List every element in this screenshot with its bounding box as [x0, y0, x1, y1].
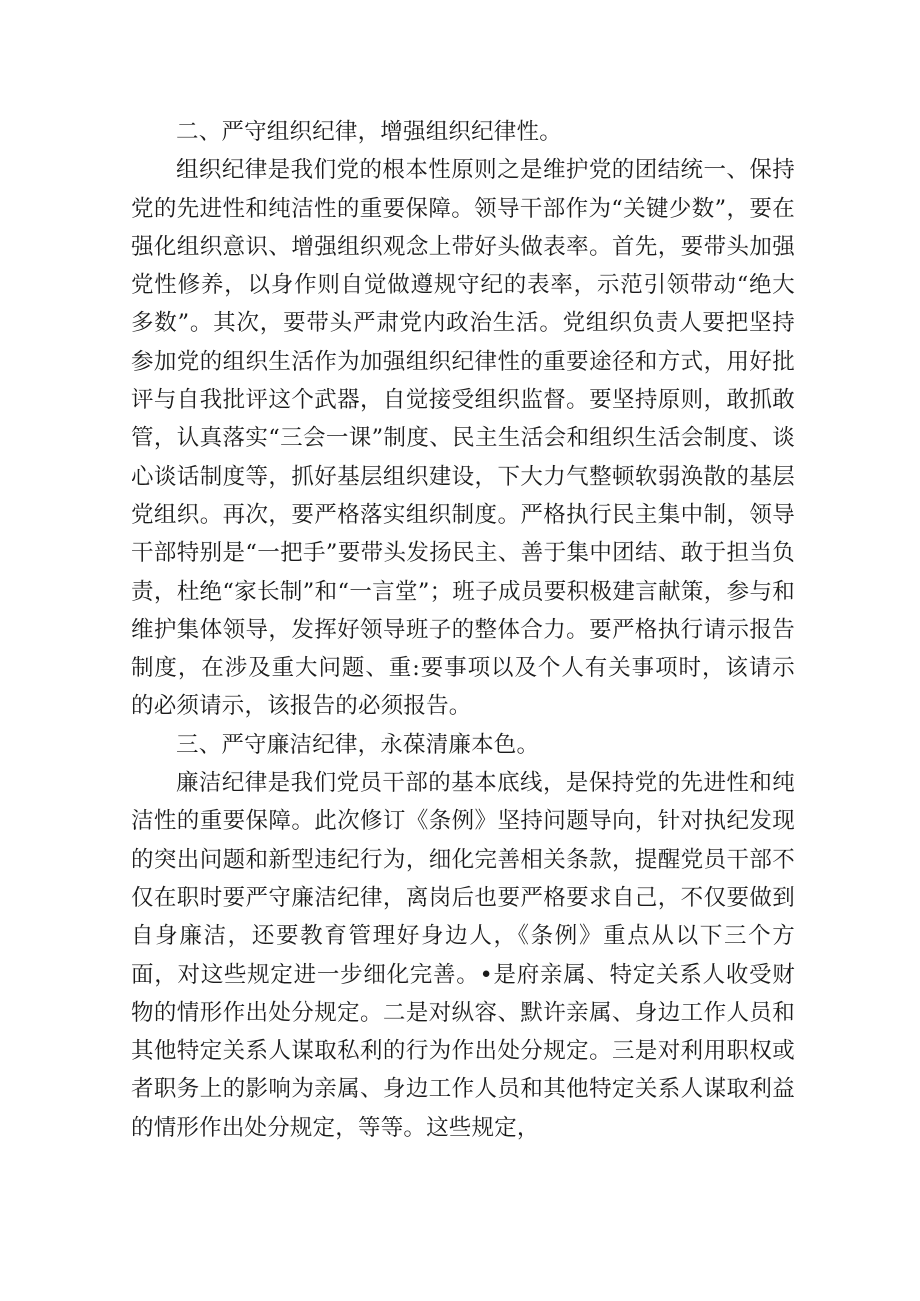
section-3-heading: 三、严守廉洁纪律，永葆清廉本色。 [176, 731, 540, 758]
section-3-paragraph: 廉洁纪律是我们党员干部的基本底线，是保持党的先进性和纯洁性的重要保障。此次修订《条例》坚持问题导向，针对执纪发现的突出问题和新型违纪行为，细化完善相关条款，提醒党员干部不仅在职时要严守廉洁纪律，离岗后也要严格要求自己，不仅要做到自身廉洁，还要教育管理好身边人，《条例》重点从以下三个方面，对这些规定进一步细化完善。•是府亲属、特定关系人收受财物的情形作出处分规定。二是对纵容、默许亲属、身边工作人员和其他特定关系人谋取私利的行为作出处分规定。三是对利用职权或者职务上的影响为亲属、身边工作人员和其他特定关系人谋取利益的情形作出处分规定，等等。这些规定， [131, 770, 795, 1141]
section-2-paragraph: 组织纪律是我们党的根本性原则之是维护党的团结统一、保持党的先进性和纯洁性的重要保障。领导干部作为“关键少数”，要在强化组织意识、增强组织观念上带好头做表率。首先，要带头加强党性修养，以身作则自觉做遵规守纪的表率，示范引领带动“绝大多数”。其次，要带头严肃党内政治生活。党组织负责人要把坚持参加党的组织生活作为加强组织纪律性的重要途径和方式，用好批评与自我批评这个武器，自觉接受组织监督。要坚持原则，敢抓敢管，认真落实“三会一课”制度、民主生活会和组织生活会制度、谈心谈话制度等，抓好基层组织建设，下大力气整顿软弱涣散的基层党组织。再次，要严格落实组织制度。严格执行民主集中制，领导干部特别是“一把手”要带头发扬民主、善于集中团结、敢于担当负责，杜绝“家长制”和“一言堂”；班子成员要积极建言献策，参与和维护集体领导，发挥好领导班子的整体合力。要严格执行请示报告制度，在涉及重大问题、重:要事项以及个人有关事项时，该请示的必须请示，该报告的必须报告。 [131, 157, 795, 720]
section-2-heading: 二、严守组织纪律，增强组织纪律性。 [176, 119, 562, 145]
document-body [131, 113, 795, 1147]
